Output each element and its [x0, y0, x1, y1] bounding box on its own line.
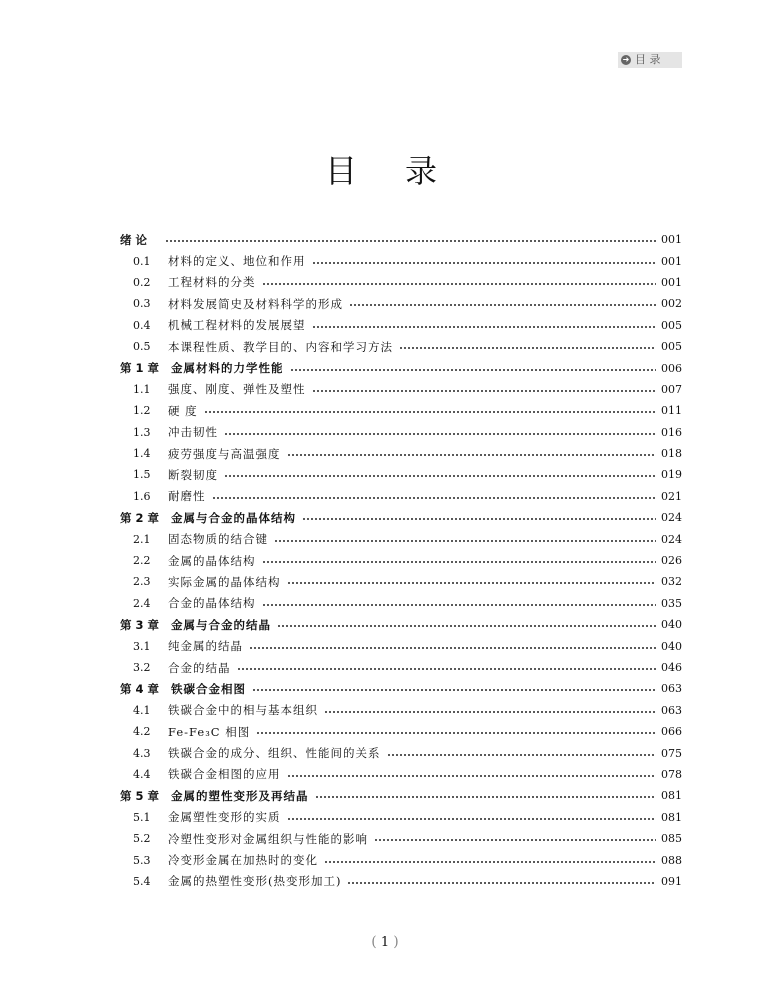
toc-leader-dots — [237, 668, 657, 671]
toc-leader-dots — [324, 860, 656, 863]
toc-section-row[interactable] — [120, 849, 682, 870]
toc-entry-number: 4.2 — [133, 725, 151, 739]
toc-entry-number: 2.2 — [133, 554, 151, 568]
toc-section-row[interactable] — [120, 764, 682, 785]
toc-entry-title: 铁碳合金相图 — [171, 681, 247, 696]
toc-leader-dots — [302, 518, 656, 521]
toc-chapter-row[interactable] — [120, 357, 682, 378]
toc-entry-number: 0.5 — [133, 340, 151, 354]
toc-section-row[interactable] — [120, 635, 682, 656]
toc-leader-dots — [312, 389, 657, 392]
toc-entry-number: 第 1 章 — [120, 361, 160, 376]
toc-entry-number: 5.3 — [133, 853, 151, 867]
toc-entry-title: 工程材料的分类 — [168, 275, 256, 290]
toc-entry-number: 0.3 — [133, 297, 151, 311]
toc-section-row[interactable] — [120, 464, 682, 485]
toc-entry-title: 合金的晶体结构 — [168, 596, 256, 611]
toc-section-row[interactable] — [120, 400, 682, 421]
toc-entry-title: 铁碳合金相图的应用 — [168, 767, 281, 782]
toc-entry-title: 金属的塑性变形及再结晶 — [171, 788, 309, 803]
page-number-right-ornament: ) — [393, 934, 399, 950]
toc-entry-number: 3.2 — [133, 661, 151, 674]
toc-section-row[interactable] — [120, 571, 682, 592]
toc-entry-title: 金属材料的力学性能 — [171, 361, 284, 376]
toc-page-number: 007 — [661, 382, 682, 396]
page-number — [0, 934, 770, 950]
toc-leader-dots — [287, 454, 657, 457]
toc-page-number: 091 — [661, 874, 682, 888]
toc-section-row[interactable] — [120, 871, 682, 892]
toc-entry-title: 金属与合金的晶体结构 — [171, 510, 297, 525]
toc-section-row[interactable] — [120, 828, 682, 849]
toc-leader-dots — [204, 411, 656, 414]
toc-entry-title: 金属的热塑性变形(热变形加工) — [168, 874, 342, 889]
toc-leader-dots — [224, 475, 656, 478]
toc-section-row[interactable] — [120, 315, 682, 336]
toc-leader-dots — [347, 881, 656, 884]
toc-leader-dots — [349, 304, 656, 307]
toc-entry-number: 第 2 章 — [120, 510, 160, 525]
toc-entry-number: 4.4 — [133, 767, 151, 781]
toc-entry-number: 4.3 — [133, 746, 151, 760]
toc-page-number: 088 — [661, 853, 682, 867]
toc-leader-dots — [312, 325, 657, 328]
toc-entry-title: 纯金属的结晶 — [168, 639, 243, 654]
toc-leader-dots — [287, 774, 657, 777]
toc-section-row[interactable] — [120, 486, 682, 507]
toc-page-number: 032 — [661, 575, 682, 589]
toc-entry-title: 材料的定义、地位和作用 — [168, 254, 306, 269]
toc-leader-dots — [212, 496, 657, 499]
table-of-contents — [120, 229, 682, 892]
toc-entry-title: 铁碳合金的成分、组织、性能间的关系 — [168, 746, 381, 761]
toc-leader-dots — [256, 732, 656, 735]
toc-section-row[interactable] — [120, 272, 682, 293]
toc-page-number: 035 — [661, 596, 682, 610]
toc-leader-dots — [252, 689, 656, 692]
toc-section-row[interactable] — [120, 336, 682, 357]
toc-entry-title: 冷塑性变形对金属组织与性能的影响 — [168, 831, 368, 846]
section-header-label: 目 录 — [635, 53, 661, 66]
toc-page-number: 005 — [661, 318, 682, 332]
toc-entry-number: 1.6 — [133, 489, 151, 503]
toc-entry-number: 2.4 — [133, 596, 151, 610]
toc-entry-number: 3.1 — [133, 639, 151, 653]
toc-section-row[interactable] — [120, 700, 682, 721]
toc-page-number: 026 — [661, 554, 682, 568]
toc-leader-dots — [277, 625, 656, 628]
toc-page-number: 063 — [661, 703, 682, 717]
toc-section-row[interactable] — [120, 528, 682, 549]
toc-page-number: 040 — [661, 618, 682, 632]
toc-entry-number: 2.1 — [133, 532, 151, 546]
toc-leader-dots — [287, 582, 657, 585]
toc-entry-title: 实际金属的晶体结构 — [168, 574, 281, 589]
toc-entry-title: 铁碳合金中的相与基本组织 — [168, 703, 318, 718]
toc-leader-dots — [165, 240, 656, 243]
toc-entry-number: 1.5 — [133, 468, 151, 482]
toc-page-number: 019 — [661, 468, 682, 482]
toc-page-number: 002 — [661, 297, 682, 311]
toc-page-number: 016 — [661, 425, 682, 439]
toc-entry-number: 0.2 — [133, 275, 151, 289]
toc-entry-title: 本课程性质、教学目的、内容和学习方法 — [168, 339, 393, 354]
toc-page-number: 081 — [661, 810, 682, 824]
toc-page-number: 001 — [661, 233, 682, 247]
toc-leader-dots — [249, 646, 656, 649]
toc-entry-number: 1.2 — [133, 404, 151, 418]
toc-page-number: 085 — [661, 832, 682, 846]
toc-entry-number: 第 3 章 — [120, 617, 160, 632]
toc-entry-number: 2.3 — [133, 575, 151, 589]
toc-section-row[interactable] — [120, 721, 682, 742]
toc-entry-title: 耐磨性 — [168, 489, 206, 504]
toc-page-number: 046 — [661, 661, 682, 674]
toc-entry-title: 金属与合金的结晶 — [171, 617, 272, 632]
toc-entry-number: 0.1 — [133, 254, 151, 268]
toc-chapter-row[interactable] — [120, 785, 682, 806]
toc-page-number: 001 — [661, 275, 682, 289]
toc-leader-dots — [315, 796, 656, 799]
toc-entry-title: 机械工程材料的发展展望 — [168, 318, 306, 333]
page-number-left-ornament: ( — [371, 934, 377, 950]
toc-leader-dots — [274, 539, 656, 542]
toc-page-number: 024 — [661, 511, 682, 525]
toc-entry-title: 冷变形金属在加热时的变化 — [168, 853, 318, 868]
toc-entry-number: 第 5 章 — [120, 788, 160, 803]
toc-leader-dots — [262, 561, 657, 564]
toc-entry-number: 第 4 章 — [120, 681, 160, 696]
toc-leader-dots — [399, 347, 656, 350]
toc-leader-dots — [324, 710, 656, 713]
page-number-value: 1 — [380, 935, 390, 950]
toc-chapter-row[interactable] — [120, 678, 682, 699]
toc-page-number: 075 — [661, 746, 682, 760]
toc-section-row[interactable] — [120, 293, 682, 314]
toc-leader-dots — [374, 839, 656, 842]
toc-entry-title: 金属塑性变形的实质 — [168, 810, 281, 825]
toc-entry-number: 5.1 — [133, 810, 151, 824]
toc-entry-number: 1.3 — [133, 425, 151, 439]
toc-entry-number: 绪 论 — [120, 232, 148, 247]
toc-entry-title: 断裂韧度 — [168, 467, 218, 482]
toc-entry-number: 4.1 — [133, 703, 151, 717]
toc-entry-title: 疲劳强度与高温强度 — [168, 446, 281, 461]
toc-page-number: 040 — [661, 639, 682, 653]
toc-entry-number: 5.2 — [133, 832, 151, 846]
toc-leader-dots — [290, 368, 656, 371]
toc-page-number: 063 — [661, 682, 682, 696]
toc-page-number: 024 — [661, 532, 682, 546]
toc-page-number: 005 — [661, 340, 682, 354]
toc-leader-dots — [287, 817, 657, 820]
toc-page-number: 006 — [661, 361, 682, 375]
toc-entry-number: 0.4 — [133, 318, 151, 332]
toc-section-row[interactable] — [120, 443, 682, 464]
toc-chapter-row[interactable] — [120, 614, 682, 635]
toc-leader-dots — [262, 282, 657, 285]
page-title: 目 录 — [324, 152, 445, 190]
toc-entry-title: Fe-Fe₃C 相图 — [168, 724, 251, 739]
toc-entry-title: 合金的结晶 — [168, 660, 231, 675]
toc-entry-number: 1.4 — [133, 447, 151, 461]
toc-section-row[interactable] — [120, 593, 682, 614]
toc-section-row[interactable] — [120, 807, 682, 828]
toc-page-number: 021 — [661, 489, 682, 503]
toc-section-row[interactable] — [120, 657, 682, 678]
toc-leader-dots — [224, 432, 656, 435]
toc-section-row[interactable] — [120, 422, 682, 443]
toc-page-number: 066 — [661, 725, 682, 739]
toc-chapter-row[interactable] — [120, 507, 682, 528]
toc-entry-title: 强度、刚度、弹性及塑性 — [168, 382, 306, 397]
toc-page-number: 081 — [661, 789, 682, 803]
toc-section-row[interactable] — [120, 250, 682, 271]
section-header-tag — [618, 52, 682, 68]
toc-entry-number: 1.1 — [133, 382, 151, 396]
toc-section-row[interactable] — [120, 742, 682, 763]
toc-page-number: 001 — [661, 254, 682, 268]
toc-page-number: 078 — [661, 767, 682, 781]
toc-leader-dots — [262, 603, 657, 606]
toc-leader-dots — [387, 753, 657, 756]
toc-leader-dots — [312, 261, 657, 264]
toc-entry-title: 硬 度 — [168, 403, 198, 418]
toc-page-number: 018 — [661, 447, 682, 461]
toc-entry-number: 5.4 — [133, 874, 151, 888]
toc-chapter-row[interactable] — [120, 229, 682, 250]
toc-page-number: 011 — [661, 404, 682, 418]
toc-entry-title: 冲击韧性 — [168, 425, 218, 440]
toc-section-row[interactable] — [120, 379, 682, 400]
toc-entry-title: 材料发展简史及材料科学的形成 — [168, 296, 343, 311]
arrow-right-circle-icon: ➜ — [622, 55, 630, 64]
toc-entry-title: 金属的晶体结构 — [168, 553, 256, 568]
toc-section-row[interactable] — [120, 550, 682, 571]
toc-entry-title: 固态物质的结合键 — [168, 532, 268, 547]
